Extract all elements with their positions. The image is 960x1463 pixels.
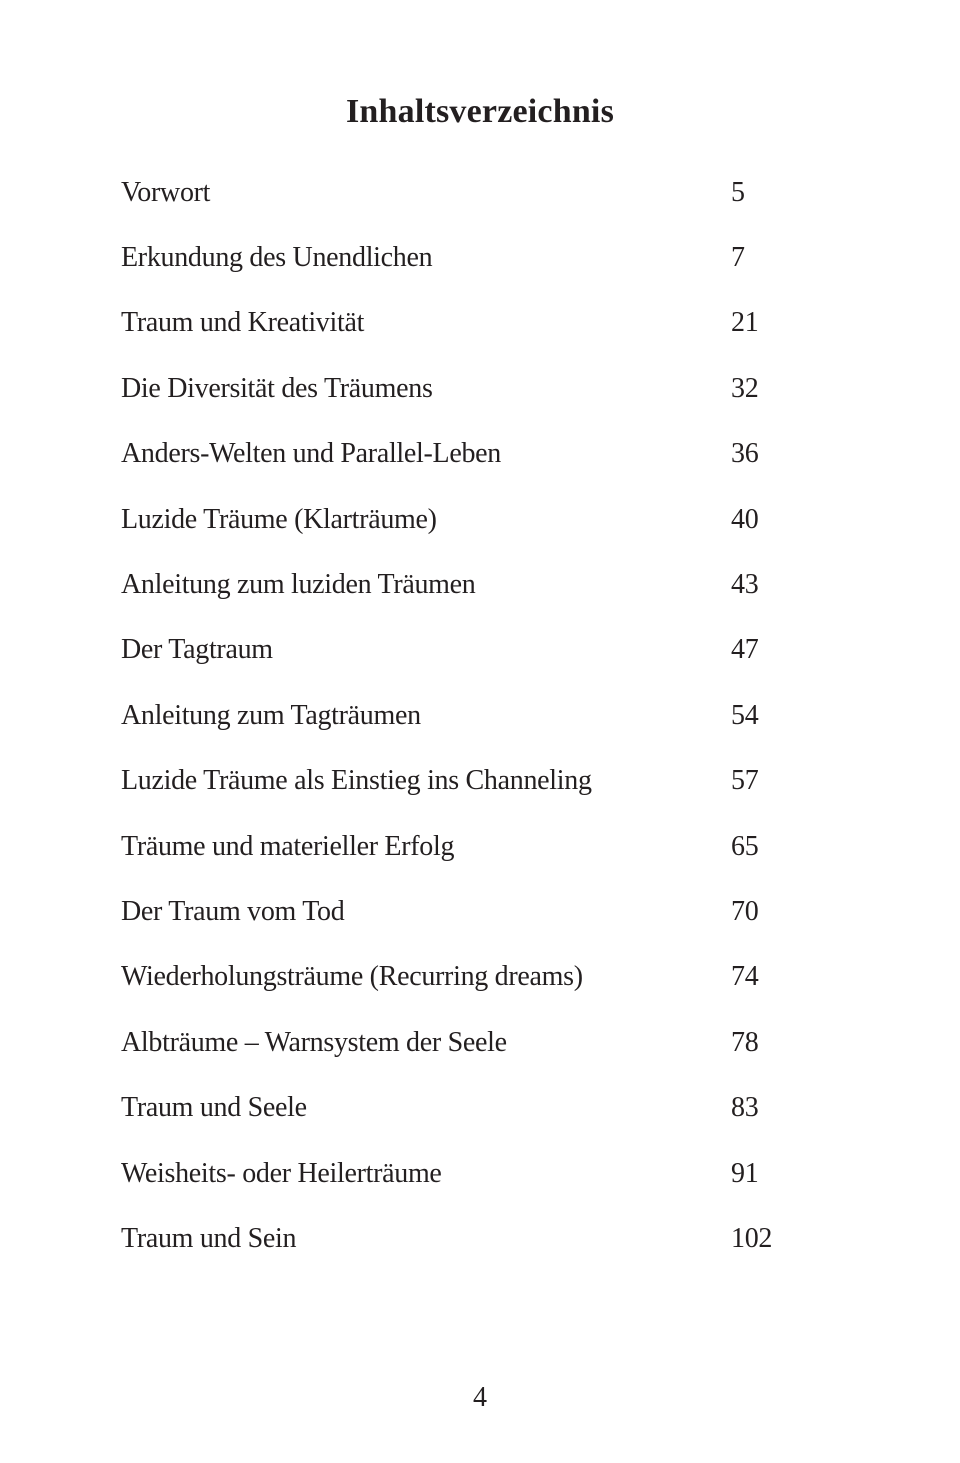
toc-entry-page: 102 bbox=[731, 1222, 773, 1254]
toc-entry-page: 57 bbox=[731, 765, 759, 797]
toc-entry-page: 32 bbox=[731, 372, 759, 404]
toc-entry-kreativitaet[interactable] bbox=[121, 291, 841, 356]
toc-entry-erfolg[interactable] bbox=[121, 814, 841, 879]
toc-entry-title: Anleitung zum Tagträumen bbox=[121, 699, 421, 731]
toc-entry-title: Erkundung des Unendlichen bbox=[121, 242, 433, 274]
toc-entry-page: 91 bbox=[731, 1157, 759, 1189]
toc-entry-page: 74 bbox=[731, 961, 759, 993]
toc-entry-page: 36 bbox=[731, 438, 759, 470]
toc-entry-page: 21 bbox=[731, 307, 759, 339]
toc-entry-title: Traum und Seele bbox=[121, 1092, 307, 1124]
toc-entry-page: 70 bbox=[731, 895, 759, 927]
toc-entry-title: Wiederholungsträume (Recurring dreams) bbox=[121, 961, 583, 993]
toc-entry-anleitung-tagtraum[interactable] bbox=[121, 683, 841, 748]
toc-entry-channeling[interactable] bbox=[121, 749, 841, 814]
toc-entry-title: Traum und Sein bbox=[121, 1222, 297, 1254]
toc-entry-title: Luzide Träume (Klarträume) bbox=[121, 503, 437, 535]
page-number: 4 bbox=[473, 1382, 487, 1413]
toc-entry-title: Luzide Träume als Einstieg ins Channeling bbox=[121, 765, 592, 797]
toc-entry-heilertraeume[interactable] bbox=[121, 1141, 841, 1206]
toc-entry-tagtraum[interactable] bbox=[121, 618, 841, 683]
toc-entry-title: Anleitung zum luziden Träumen bbox=[121, 569, 476, 601]
toc-entry-sein[interactable] bbox=[121, 1206, 841, 1271]
toc-entry-page: 78 bbox=[731, 1026, 759, 1058]
toc-entry-page: 47 bbox=[731, 634, 759, 666]
toc-entry-page: 83 bbox=[731, 1092, 759, 1124]
table-of-contents bbox=[121, 160, 841, 1272]
toc-entry-erkundung[interactable] bbox=[121, 225, 841, 290]
toc-entry-anders-welten[interactable] bbox=[121, 422, 841, 487]
toc-entry-albtraeume[interactable] bbox=[121, 1010, 841, 1075]
toc-entry-title: Der Tagtraum bbox=[121, 634, 273, 666]
toc-entry-page: 54 bbox=[731, 699, 759, 731]
toc-entry-title: Albträume – Warnsystem der Seele bbox=[121, 1026, 507, 1058]
toc-entry-title: Vorwort bbox=[121, 176, 211, 208]
toc-entry-title: Anders-Welten und Parallel-Leben bbox=[121, 438, 501, 470]
toc-entry-diversitaet[interactable] bbox=[121, 356, 841, 421]
toc-entry-title: Weisheits- oder Heilerträume bbox=[121, 1157, 442, 1189]
toc-entry-title: Die Diversität des Träumens bbox=[121, 372, 433, 404]
toc-entry-vorwort[interactable] bbox=[121, 160, 841, 225]
toc-entry-page: 5 bbox=[731, 176, 745, 208]
toc-entry-page: 7 bbox=[731, 242, 745, 274]
toc-entry-luzide-traeume[interactable] bbox=[121, 487, 841, 552]
toc-entry-traum-tod[interactable] bbox=[121, 879, 841, 944]
toc-entry-title: Träume und materieller Erfolg bbox=[121, 830, 455, 862]
toc-entry-anleitung-luzid[interactable] bbox=[121, 552, 841, 617]
page-title: Inhaltsverzeichnis bbox=[345, 93, 615, 130]
toc-entry-title: Traum und Kreativität bbox=[121, 307, 365, 339]
toc-entry-seele[interactable] bbox=[121, 1075, 841, 1140]
toc-entry-title: Der Traum vom Tod bbox=[121, 895, 345, 927]
toc-entry-page: 65 bbox=[731, 830, 759, 862]
toc-entry-page: 43 bbox=[731, 569, 759, 601]
toc-entry-wiederholung[interactable] bbox=[121, 945, 841, 1010]
toc-entry-page: 40 bbox=[731, 503, 759, 535]
